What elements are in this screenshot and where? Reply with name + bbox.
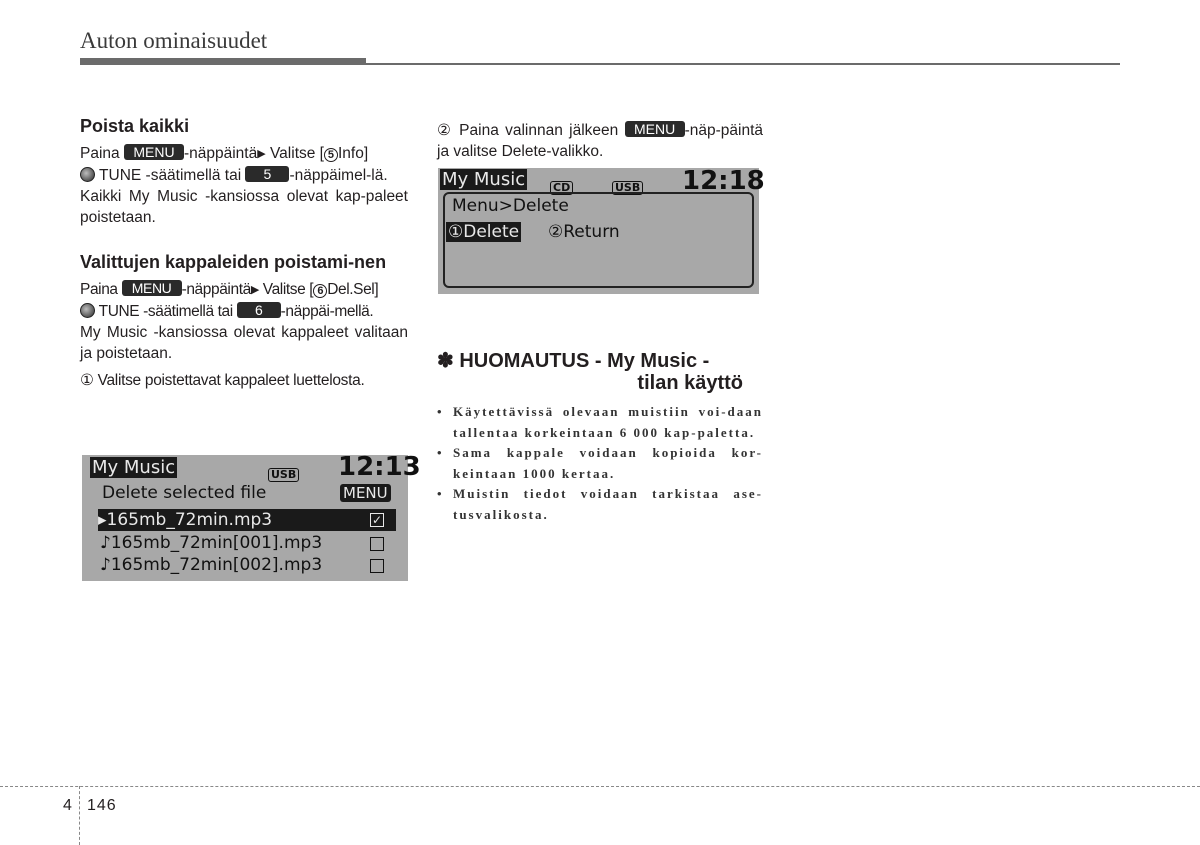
cursor-icon: ▸: [98, 510, 107, 530]
instruction-delete-selected: [80, 279, 408, 322]
menu-key: MENU: [122, 280, 182, 296]
usb-icon: USB: [268, 463, 299, 482]
heading-delete-selected: Valittujen kappaleiden poistami-nen: [80, 252, 387, 272]
note-bullet: • Käytettävissä olevaan muistiin voi-daan tallentaa korkeintaan 6 000 kap-paletta.: [437, 402, 763, 443]
tune-knob-icon: [80, 303, 95, 318]
checkbox-unchecked-icon: [370, 537, 384, 551]
note-bullets: [437, 402, 763, 525]
key-5: 5: [245, 166, 289, 182]
lcd-title: My Music: [92, 457, 176, 478]
lcd-menu-path: Menu>Delete: [452, 196, 569, 216]
footer-rule: [0, 786, 1200, 787]
left-column: [80, 116, 408, 391]
cd-icon: CD: [550, 176, 573, 195]
lcd-screen-delete-selected: [82, 452, 421, 581]
lcd-menu-label: MENU: [340, 483, 391, 502]
music-note-icon: ♪: [100, 555, 111, 575]
file-name: 165mb_72min.mp3: [106, 510, 273, 530]
text: Del.Sel]: [327, 281, 379, 298]
text: Paina: [80, 281, 122, 298]
middle-column: [437, 120, 763, 162]
lcd-clock: 12:18: [682, 166, 765, 196]
checkbox-checked-icon: ✓: [371, 513, 383, 527]
instruction-delete-all: [80, 143, 408, 186]
file-name: 165mb_72min[001].mp3: [110, 533, 323, 553]
text: ② Paina valinnan jälkeen: [437, 122, 625, 139]
lcd-option-return: ②Return: [548, 222, 620, 242]
text: -näppäintä: [183, 145, 258, 162]
note-bullet: • Sama kappale voidaan kopioida kor-keintaan 1000 kertaa.: [437, 443, 763, 484]
lcd-file-row-selected: [98, 509, 396, 531]
text: -näppäimel-lä.: [289, 167, 388, 184]
menu-key: MENU: [124, 144, 184, 160]
lcd-clock: 12:13: [338, 452, 421, 482]
usb-icon: USB: [612, 176, 643, 195]
lcd-title: My Music: [442, 169, 526, 190]
text: Info]: [337, 145, 369, 162]
footer-divider: [79, 786, 80, 845]
header-rule-thick: [80, 58, 366, 65]
text: Valitse [: [258, 281, 314, 298]
text: -näppäintä: [181, 281, 251, 298]
note-box: [437, 350, 763, 525]
lcd-file-row: [100, 533, 396, 553]
running-header: Auton ominaisuudet: [80, 28, 268, 53]
page-number: 146: [87, 797, 117, 814]
chapter-number: 4: [63, 797, 72, 814]
heading-delete-all: Poista kaikki: [80, 116, 190, 136]
lcd-line-delete-selected: Delete selected file: [102, 483, 267, 503]
circled-number: 6: [313, 284, 327, 298]
text: -näppäi-mellä.: [280, 303, 374, 320]
header-rule-thin: [366, 63, 1120, 65]
step-2: [437, 120, 763, 162]
menu-key: MENU: [625, 121, 685, 137]
lcd-file-row: [100, 555, 396, 575]
lcd-option-delete: ①Delete: [448, 222, 520, 242]
text: Paina: [80, 145, 124, 162]
triangle-right-icon: ▶: [257, 148, 266, 160]
checkbox-unchecked-icon: [370, 559, 384, 573]
lcd-screen-menu-delete: [438, 166, 765, 294]
music-note-icon: ♪: [100, 533, 111, 553]
tune-knob-icon: [80, 167, 95, 182]
key-6: 6: [237, 302, 281, 318]
text: Valitse [: [265, 145, 324, 162]
triangle-right-icon: ▶: [250, 284, 259, 296]
note-title: [437, 350, 763, 394]
paragraph-delete-all-result: Kaikki My Music -kansiossa olevat kap-paleet poistetaan.: [80, 188, 408, 226]
note-title-line-2: tilan käyttö: [637, 372, 743, 394]
circled-number: 5: [324, 148, 338, 162]
note-title-line-1: ✽ HUOMAUTUS - My Music -: [437, 350, 710, 372]
step-1: ① Valitse poistettavat kappaleet luettelosta.: [80, 372, 365, 389]
text: TUNE -säätimellä tai: [95, 303, 237, 320]
note-bullet: • Muistin tiedot voidaan tarkistaa ase-tusvalikosta.: [437, 484, 763, 525]
text: -näp-päintä ja valitse Delete-valikko.: [437, 122, 763, 160]
file-name: 165mb_72min[002].mp3: [110, 555, 323, 575]
paragraph-delete-selected-result: My Music -kansiossa olevat kappaleet valitaan ja poistetaan.: [80, 324, 408, 362]
text: TUNE -säätimellä tai: [95, 167, 246, 184]
